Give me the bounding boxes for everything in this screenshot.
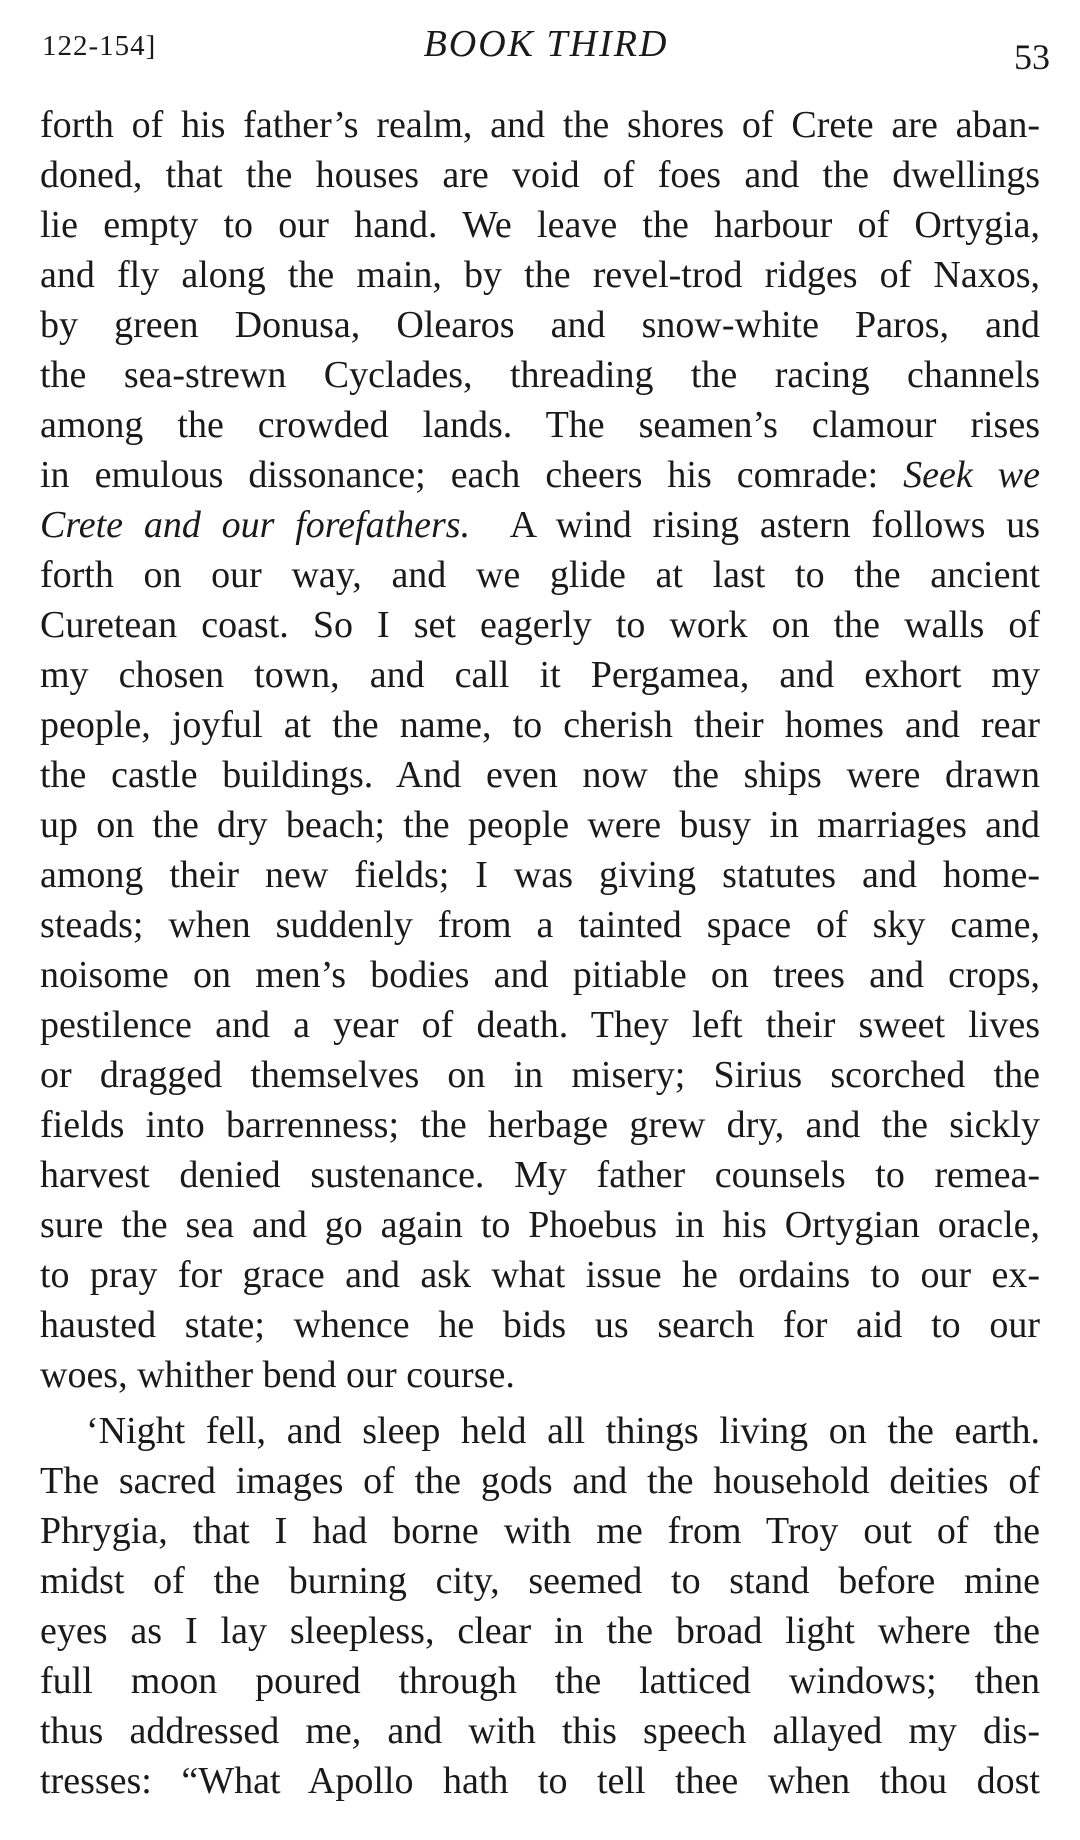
text-line: the castle buildings. And even now the ships were drawn bbox=[40, 754, 1040, 796]
text-line: Curetean coast. So I set eagerly to work on the walls of bbox=[40, 604, 1040, 646]
text-line: ‘Night fell, and sleep held all things living on the earth. bbox=[86, 1410, 1040, 1452]
text-fragment: A wind rising astern follows us bbox=[509, 504, 1041, 546]
text-line: pestilence and a year of death. They left their sweet lives bbox=[40, 1004, 1040, 1046]
text-line: thus addressed me, and with this speech allayed my dis- bbox=[40, 1710, 1040, 1752]
text-line: fields into barrenness; the herbage grew dry, and the sickly bbox=[40, 1104, 1040, 1146]
text-line: among their new fields; I was giving statutes and home- bbox=[40, 854, 1040, 896]
italic-fragment: Crete bbox=[40, 504, 124, 546]
text-line: The sacred images of the gods and the household deities of bbox=[40, 1460, 1040, 1502]
text-line: eyes as I lay sleepless, clear in the broad light where the bbox=[40, 1610, 1040, 1652]
text-line: the sea-strewn Cyclades, threading the racing channels bbox=[40, 354, 1040, 396]
line-range: 122-154] bbox=[42, 30, 157, 62]
book-title: BOOK THIRD bbox=[423, 23, 669, 65]
italic-fragment: and our forefathers. bbox=[143, 504, 471, 546]
text-line: my chosen town, and call it Pergamea, and exhort my bbox=[40, 654, 1040, 696]
text-line: midst of the burning city, seemed to stand before mine bbox=[40, 1560, 1040, 1602]
running-head bbox=[42, 22, 1050, 82]
text-line: up on the dry beach; the people were busy in marriages and bbox=[40, 804, 1040, 846]
text-line: by green Donusa, Olearos and snow-white Paros, and bbox=[40, 304, 1040, 346]
text-line: people, joyful at the name, to cherish their homes and rear bbox=[40, 704, 1040, 746]
text-line-mixed bbox=[40, 500, 1040, 550]
text-line: doned, that the houses are void of foes and the dwellings bbox=[40, 154, 1040, 196]
text-line: hausted state; whence he bids us search for aid to our bbox=[40, 1304, 1040, 1346]
text-line: to pray for grace and ask what issue he ordains to our ex- bbox=[40, 1254, 1040, 1296]
text-line: and fly along the main, by the revel-trod ridges of Naxos, bbox=[40, 254, 1040, 296]
text-line: Phrygia, that I had borne with me from Troy out of the bbox=[40, 1510, 1040, 1552]
text-line: tresses: “What Apollo hath to tell thee when thou dost bbox=[40, 1760, 1040, 1802]
italic-fragment: Seek we bbox=[903, 454, 1040, 496]
text-line: steads; when suddenly from a tainted space of sky came, bbox=[40, 904, 1040, 946]
body-text bbox=[40, 100, 1040, 1806]
text-fragment: in emulous dissonance; each cheers his comrade: bbox=[40, 454, 879, 496]
text-line: sure the sea and go again to Phoebus in his Ortygian oracle, bbox=[40, 1204, 1040, 1246]
text-line: lie empty to our hand. We leave the harbour of Ortygia, bbox=[40, 204, 1040, 246]
text-line: noisome on men’s bodies and pitiable on trees and crops, bbox=[40, 954, 1040, 996]
text-line: woes, whither bend our course. bbox=[40, 1354, 515, 1396]
text-line: among the crowded lands. The seamen’s clamour rises bbox=[40, 404, 1040, 446]
text-line: harvest denied sustenance. My father counsels to remea- bbox=[40, 1154, 1040, 1196]
page-number: 53 bbox=[1014, 37, 1050, 77]
text-line: forth on our way, and we glide at last to the ancient bbox=[40, 554, 1040, 596]
text-line: forth of his father’s realm, and the shores of Crete are aban- bbox=[40, 104, 1040, 146]
text-line: full moon poured through the latticed windows; then bbox=[40, 1660, 1040, 1702]
text-line-mixed bbox=[40, 450, 1040, 500]
text-line: or dragged themselves on in misery; Sirius scorched the bbox=[40, 1054, 1040, 1096]
